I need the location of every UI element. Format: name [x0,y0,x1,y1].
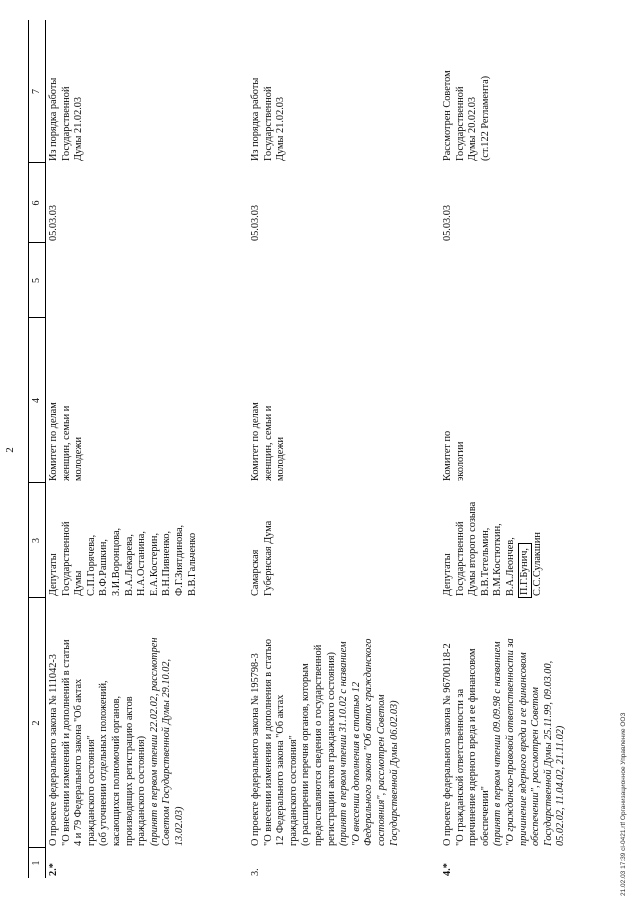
highlighted-author: П.Г.Бунич, [518,543,533,598]
review-date: 05.03.03 [250,204,261,241]
col-header-5: 5 [31,278,42,283]
bill-author: Самарская Губернская Дума [250,520,274,596]
col-header-6: 6 [31,200,42,206]
page-footer: 21.02.03 17:39 cl-0421.rtf Организационное Управление ООЗ [620,712,627,896]
bill-description-text: О проекте федерального закона № 111042-3 "О внесении изменений и дополнений в статьи 4 и 79 Федерального закона "Об актах гражданского состояния" (об уточнении отдельных положений, касающихся полномочий органов, производящих регистрацию актов гражданского состояния) [48,639,148,846]
page-number: 2 [4,447,16,453]
responsible-committee: Комитет по экологии [442,430,466,481]
bill-description-text: О проекте федерального закона № 195798-3 "О внесении изменения и дополнения в статью 12 Федерального закона "Об актах гражданского состояния" (о расширении перечня органов, которым предоставляются сведения о государственной регистрации актов гражданского состояния) [250,638,337,846]
bill-description [250,598,401,846]
col-header-4: 4 [31,398,42,403]
responsible-committee: Комитет по делам женщин, семьи и молодежи [48,402,85,481]
table-header [28,20,46,878]
col-header-7: 7 [31,89,42,94]
bill-author-text: Депутаты Государственной Думы второго созыва В.В.Тетельмин, В.М.Костюткин, В.А.Леончев, [442,501,516,596]
review-date: 05.03.03 [48,204,59,241]
review-date: 05.03.03 [442,204,453,241]
bill-author [442,502,545,596]
bill-status-note: (принят в первом чтении 22.02.02, рассмотрен Советом Государственной Думы 29.10.02, 13.02.03) [148,637,185,846]
agenda-table [28,20,628,878]
row-note: Из порядка работы Государственной Думы 21.02.03 [250,77,287,161]
bill-author: Депутаты Государственной Думы С.П.Горячева, В.Ф.Рашкин, З.И.Воронцова, В.А.Лекарева, Н.А.Останина, Е.А.Костерин, В.Н.Пивненко, Ф.Г.Зиятдинова, В.В.Гальченко [48,521,198,596]
row-note: Из порядка работы Государственной Думы 21.02.03 [48,77,85,161]
row-number: 3. [250,868,261,876]
row-number: 4.* [442,863,453,876]
responsible-committee: Комитет по делам женщин, семьи и молодежи [250,402,287,481]
col-header-2: 2 [31,720,42,726]
col-header-3: 3 [31,538,42,543]
row-number: 2.* [48,863,59,876]
bill-description-text: О проекте федерального закона № 96700118-2 "О гражданской ответственности за причинение ядерного вреда и ее финансовом обеспечении" [442,643,491,846]
col-header-1: 1 [31,860,42,866]
bill-author-tail: С.С.Сулакшин [532,532,544,596]
bill-status-note: (принят в первом чтении 31.10.02 с названием "О внесении дополнения в статью 12 Федерального закона "Об актах гражданского состояния", рассмотрен Советом Государственной Думы 06.02.03) [338,638,400,846]
bill-status-note: (принят в первом чтении 09.09.98 с названием "О гражданско-правовой ответственности за причинение ядерного вреда и ее финансовом обеспечении", рассмотрен Советом Государственной Думы 25.11.99, 09.03.00, 05.02.02, 11.04.02, 21.11.02) [492,638,567,846]
bill-description [48,598,187,846]
bill-description [442,598,568,846]
row-note: Рассмотрен Советом Государственной Думы 20.02.03 (ст.122 Регламента) [442,70,491,161]
